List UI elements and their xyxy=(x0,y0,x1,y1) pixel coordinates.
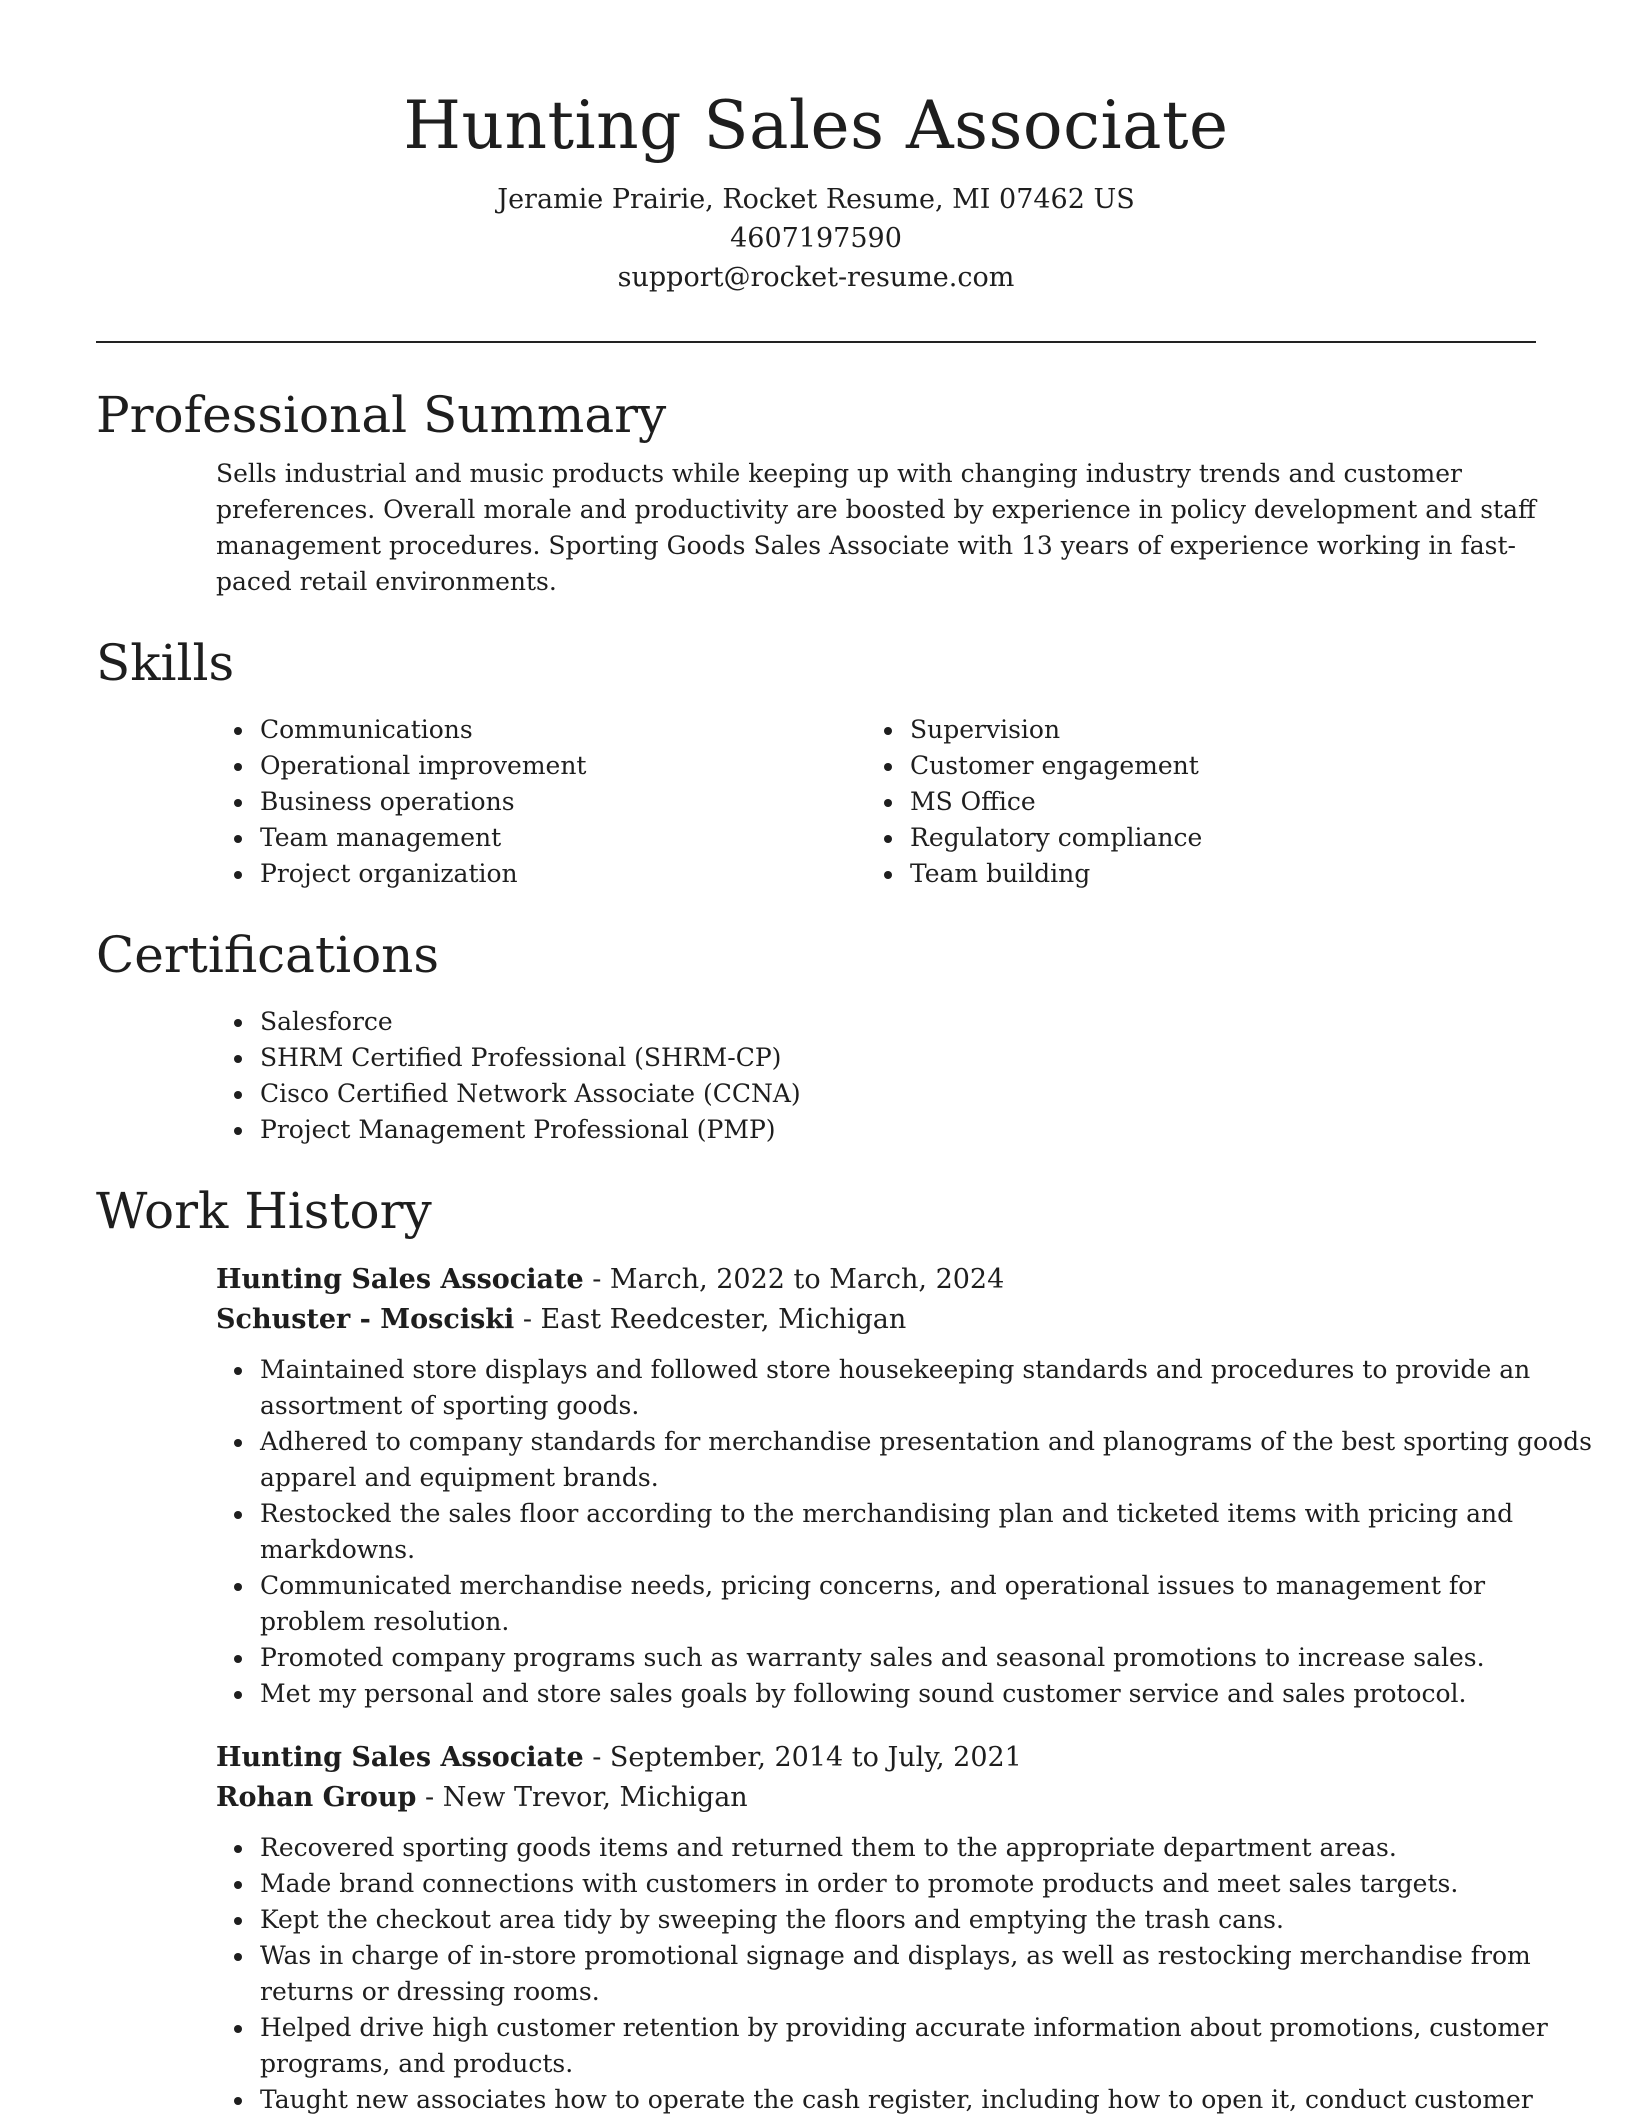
skill-item: • Operational improvement xyxy=(256,748,866,784)
contact-address: Jeramie Prairie, Rocket Resume, MI 07462 US xyxy=(497,184,1135,215)
job-location: - East Reedcester, Michigan xyxy=(514,1304,907,1335)
work-history-heading: Work History xyxy=(96,1182,432,1240)
certification-item: • Cisco Certified Network Associate (CCNA) xyxy=(256,1076,1536,1112)
skills-list-left xyxy=(216,712,866,892)
job-duty-item: • Recovered sporting goods items and returned them to the appropriate department areas. xyxy=(256,1830,1596,1866)
job-duty-item: • Promoted company programs such as warranty sales and seasonal promotions to increase sales. xyxy=(256,1640,1596,1676)
contact-email[interactable]: support@rocket-resume.com xyxy=(617,262,1015,293)
job-duty-item: • Adhered to company standards for merchandise presentation and planograms of the best sporting goods apparel and equipment brands. xyxy=(256,1424,1596,1496)
resume-header xyxy=(96,80,1536,297)
header-divider xyxy=(96,341,1536,343)
work-history-section xyxy=(96,1174,1592,2118)
resume-body xyxy=(96,378,1592,2118)
summary-section xyxy=(96,378,1536,600)
job-duties-list xyxy=(216,1352,1596,1712)
job-title-line xyxy=(216,1738,1536,1778)
job-entry xyxy=(216,1738,1548,2118)
summary-heading: Professional Summary xyxy=(96,386,667,444)
job-duty-item: • Kept the checkout area tidy by sweeping the floors and emptying the trash cans. xyxy=(256,1902,1596,1938)
job-company: Schuster - Mosciski xyxy=(216,1304,515,1335)
skill-item: • Regulatory compliance xyxy=(906,820,1516,856)
skill-item: • Supervision xyxy=(906,712,1516,748)
certification-item: • Salesforce xyxy=(256,1004,1536,1040)
job-location: - New Trevor, Michigan xyxy=(416,1782,748,1813)
job-duty-item: • Helped drive high customer retention by providing accurate information about promotions, customer programs, and products. xyxy=(256,2010,1596,2082)
certification-item: • SHRM Certified Professional (SHRM-CP) xyxy=(256,1040,1536,1076)
certifications-section xyxy=(96,918,1536,1148)
job-duty-item: • Restocked the sales floor according to the merchandising plan and ticketed items with pricing and markdowns. xyxy=(256,1496,1596,1568)
certification-item: • Project Management Professional (PMP) xyxy=(256,1112,1536,1148)
skills-columns xyxy=(216,712,1536,892)
skill-item: • Team management xyxy=(256,820,866,856)
job-dates: - March, 2022 to March, 2024 xyxy=(583,1264,1005,1295)
certifications-list xyxy=(216,1004,1536,1148)
skill-item: • Communications xyxy=(256,712,866,748)
job-dates: - September, 2014 to July, 2021 xyxy=(583,1742,1022,1773)
skill-item: • MS Office xyxy=(906,784,1516,820)
skills-heading: Skills xyxy=(96,634,235,692)
job-title: Hunting Sales Associate xyxy=(216,1742,584,1773)
contact-phone: 4607197590 xyxy=(730,223,902,254)
job-company: Rohan Group xyxy=(216,1782,417,1813)
job-duty-item: • Taught new associates how to operate the cash register, including how to open it, conduct customer xyxy=(256,2082,1596,2118)
skill-item: • Team building xyxy=(906,856,1516,892)
summary-text: Sells industrial and music products while keeping up with changing industry trends and customer preferences. Overall morale and productivity are boosted by experience in policy development and staff management procedures. Sporting Goods Sales Associate with 13 years of experience working in fast-paced retail environments. xyxy=(216,459,1536,596)
candidate-name: Hunting Sales Associate xyxy=(403,87,1229,164)
certifications-heading: Certifications xyxy=(96,926,440,984)
job-duty-item: • Met my personal and store sales goals by following sound customer service and sales protocol. xyxy=(256,1676,1596,1712)
skills-list-right xyxy=(866,712,1516,892)
job-duties-list xyxy=(216,1830,1596,2118)
skills-section xyxy=(96,626,1536,892)
job-entry xyxy=(216,1260,1592,1712)
job-duty-item: • Was in charge of in-store promotional signage and displays, as well as restocking merchandise from returns or dressing rooms. xyxy=(256,1938,1596,2010)
job-title: Hunting Sales Associate xyxy=(216,1264,584,1295)
job-duty-item: • Maintained store displays and followed store housekeeping standards and procedures to provide an assortment of sporting goods. xyxy=(256,1352,1596,1424)
skills-column-left xyxy=(216,712,866,892)
job-duty-item: • Made brand connections with customers in order to promote products and meet sales targets. xyxy=(256,1866,1596,1902)
job-duty-item: • Communicated merchandise needs, pricing concerns, and operational issues to management for problem resolution. xyxy=(256,1568,1596,1640)
job-company-line xyxy=(216,1300,1536,1340)
skill-item: • Customer engagement xyxy=(906,748,1516,784)
skills-column-right xyxy=(866,712,1516,892)
job-title-line xyxy=(216,1260,1536,1300)
job-company-line xyxy=(216,1778,1536,1818)
skill-item: • Business operations xyxy=(256,784,866,820)
skill-item: • Project organization xyxy=(256,856,866,892)
